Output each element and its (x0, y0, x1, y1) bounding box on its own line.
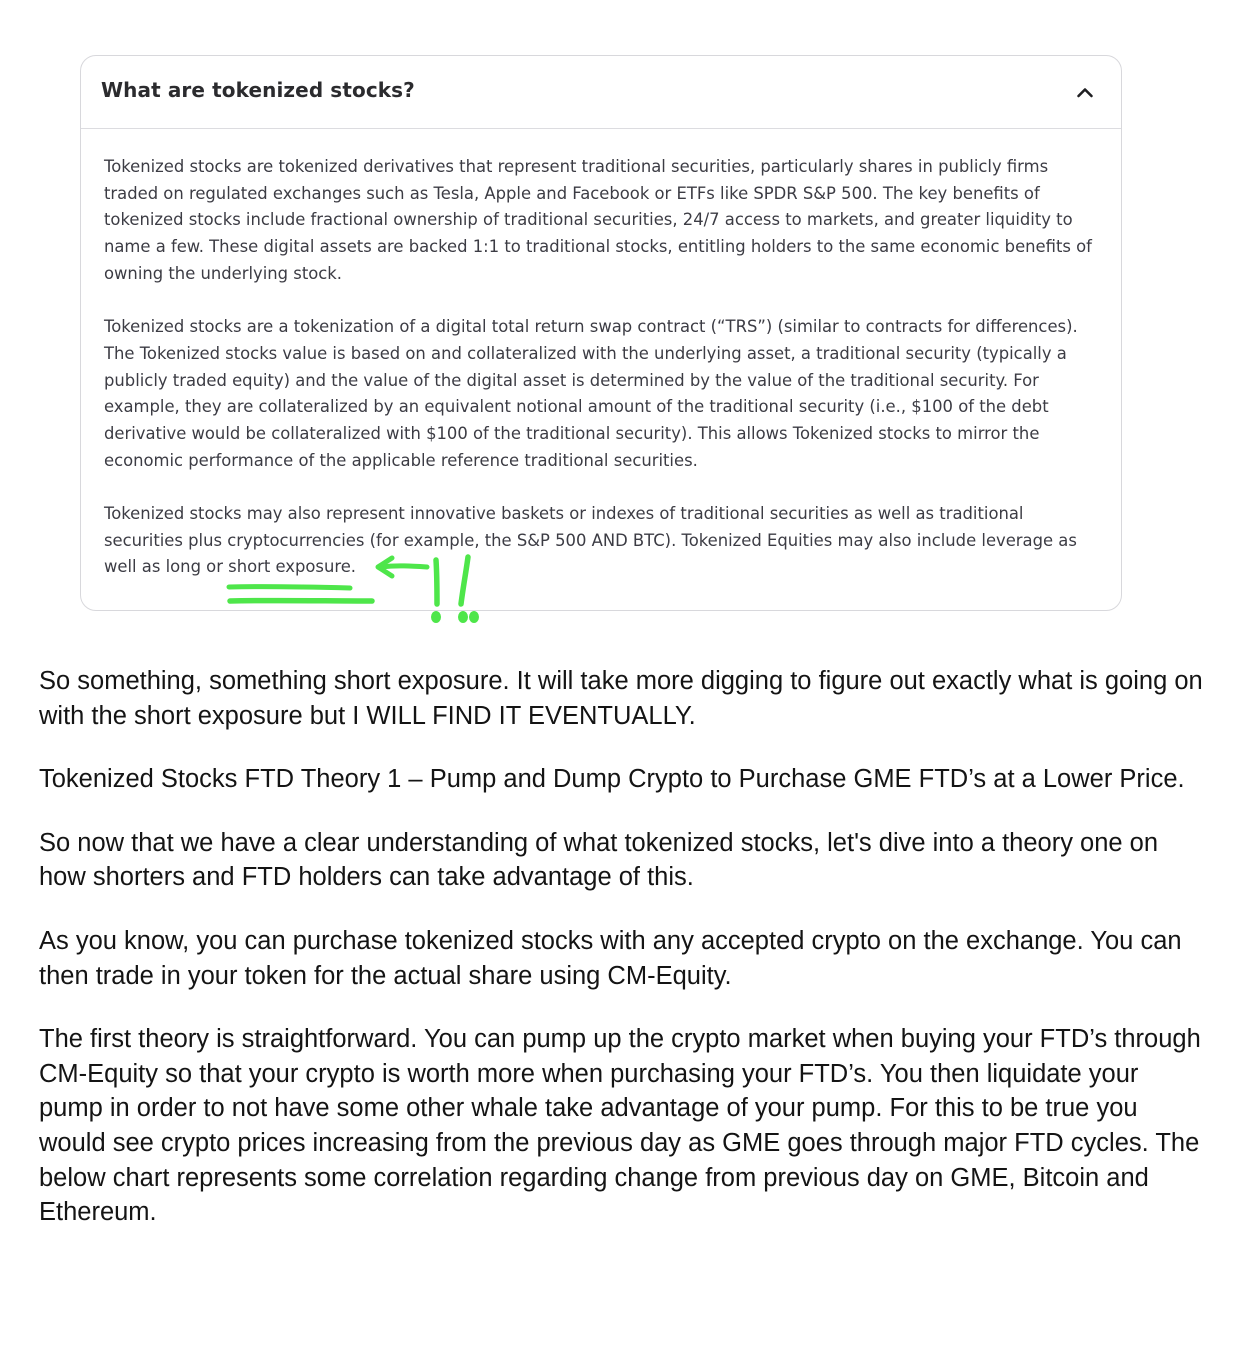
faq-answer-paragraph: Tokenized stocks may also represent innovative baskets or indexes of traditional securities as well as traditional securities plus cryptocurrencies (for example, the S&P 500 AND BTC). Tokenized Equities may also include leverage as well as long or short exposure. (104, 503, 1077, 577)
faq-answer-paragraph: Tokenized stocks are a tokenization of a digital total return swap contract (“TRS”) (similar to contracts for differences). The Tokenized stocks value is based on and collateralized with the underlying asset, a traditional security (typically a publicly traded equity) and the value of the digital asset is determined by the value of the traditional security. For example, they are collateralized by an equivalent notional amount of the traditional security (i.e., $100 of the debt derivative would be collateralized with $100 of the traditional security). This allows Tokenized stocks to mirror the economic performance of the applicable reference traditional securities. (104, 317, 1078, 470)
faq-answer (104, 154, 1094, 581)
article-paragraph: The first theory is straightforward. You can pump up the crypto market when buying your FTD’s through CM-Equity so that your crypto is worth more when purchasing your FTD’s. You then liquidate your pump in order to not have some other whale take advantage of your pump. For this to be true you would see crypto prices increasing from the previous day as GME goes through major FTD cycles. The below chart represents some correlation regarding change from previous day on GME, Bitcoin and Ethereum. (39, 1025, 1201, 1227)
article-paragraph: So now that we have a clear understanding of what tokenized stocks, let's dive into a theory one on how shorters and FTD holders can take advantage of this. (39, 828, 1159, 892)
article-paragraph: As you know, you can purchase tokenized stocks with any accepted crypto on the exchange. You can then trade in your token for the actual share using CM-Equity. (39, 926, 1182, 990)
article-heading: Tokenized Stocks FTD Theory 1 – Pump and Dump Crypto to Purchase GME FTD’s at a Lower Price. (39, 765, 1185, 794)
article-body (39, 664, 1209, 1230)
faq-header[interactable] (81, 56, 1121, 129)
faq-answer-paragraph: Tokenized stocks are tokenized derivatives that represent traditional securities, particularly shares in publicly firms traded on regulated exchanges such as Tesla, Apple and Facebook or ETFs like SPDR S&P 500. The key benefits of tokenized stocks include fractional ownership of traditional securities, 24/7 access to markets, and greater liquidity to name a few. These digital assets are backed 1:1 to traditional stocks, entitling holders to the same economic benefits of owning the underlying stock. (104, 157, 1092, 283)
faq-accordion (80, 55, 1122, 611)
faq-question: What are tokenized stocks? (101, 78, 415, 102)
chevron-up-icon[interactable] (1071, 78, 1099, 106)
article-paragraph: So something, something short exposure. It will take more digging to figure out exactly what is going on with the short exposure but I WILL FIND IT EVENTUALLY. (39, 667, 1203, 730)
